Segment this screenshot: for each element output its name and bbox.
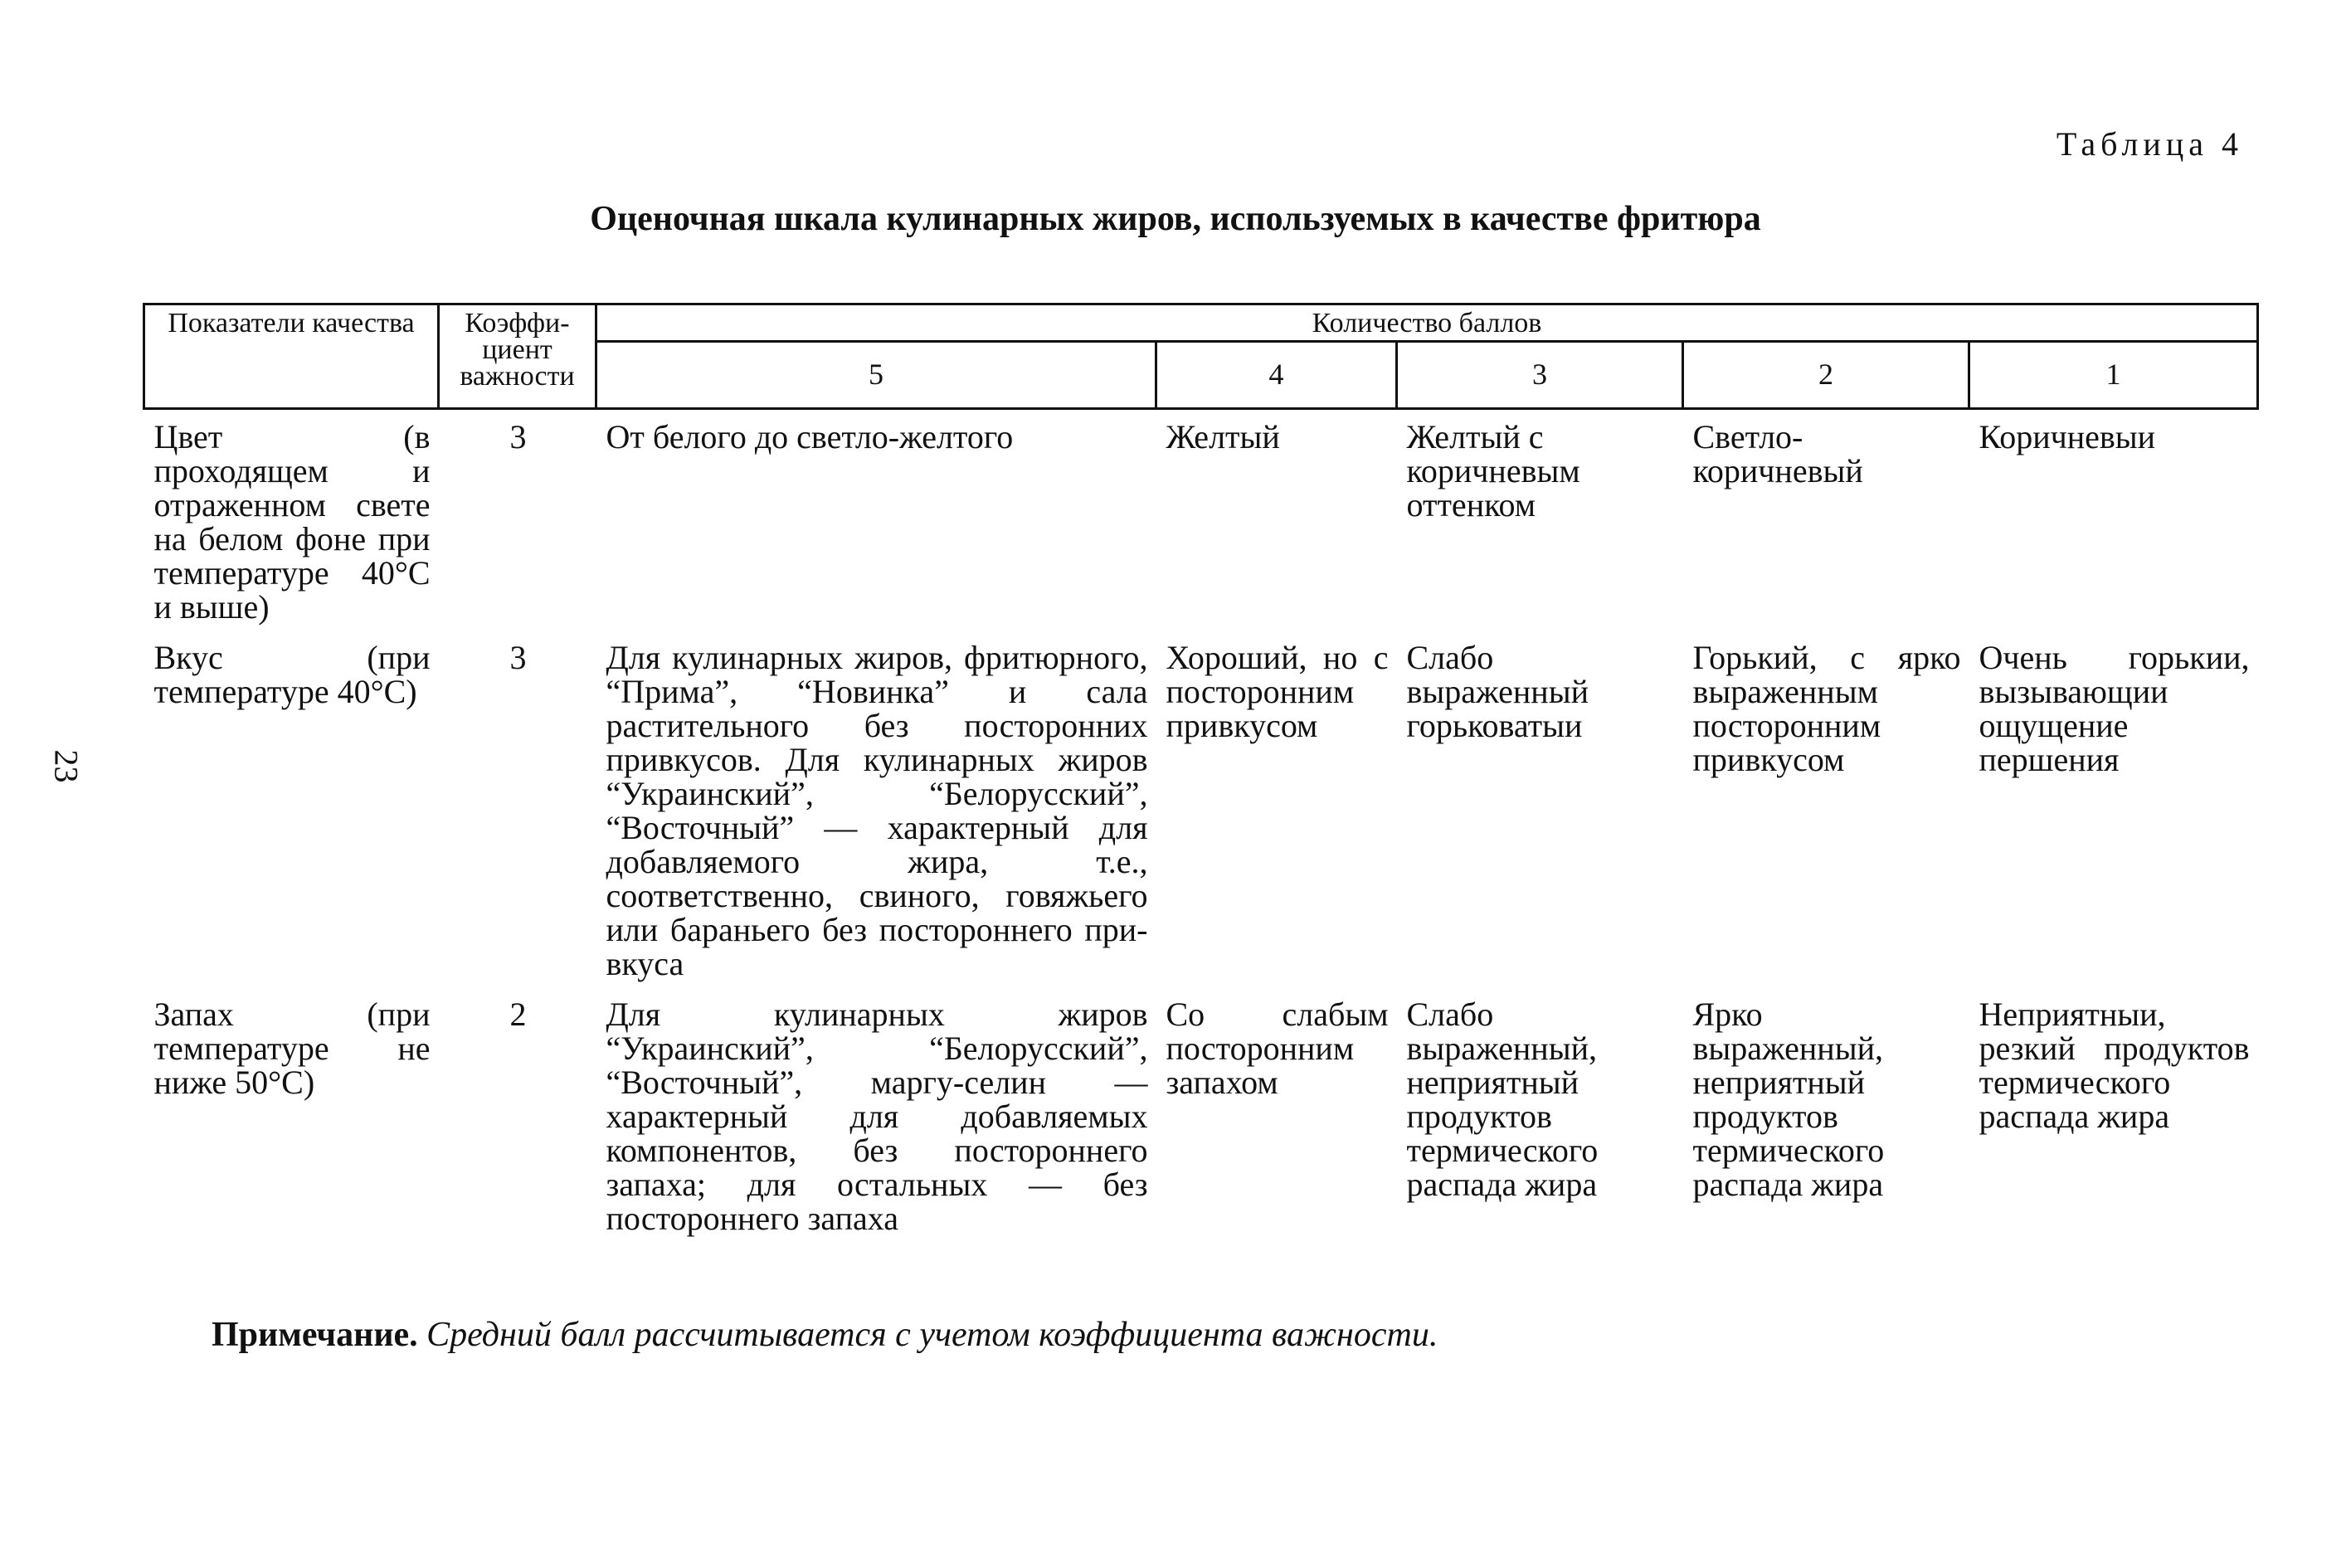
score-3: Слабо выраженный горьковатыи [1406,639,1589,744]
row-coefficient: 3 [509,418,527,455]
table-label: Таблица 4 [2056,125,2243,163]
score-1: Неприятныи, резкий продуктов термического распада жира [1979,996,2250,1135]
row-indicator: Цвет (в проходящем и отраженном свете на белом фоне при температуре 40°С и выше) [153,418,431,626]
table-row-smell [144,986,2258,1240]
row-indicator: Запах (при температуре не ниже 50°С) [153,996,431,1101]
score-5: От белого до светло-желтого [606,418,1014,455]
header-row [144,304,2258,342]
row-coefficient: 3 [509,639,527,676]
header-indicator: Показатели качества [144,304,439,409]
score-3: Слабо выраженный, неприятный продуктов термического распада жира [1406,996,1599,1203]
note-text: Средний балл рассчитывается с учетом коэффициента важности. [426,1316,1438,1354]
note-label: Примечание. [212,1316,418,1354]
score-1: Очень горькии, вызывающии ощущение першения [1979,639,2250,778]
header-points-5: 5 [596,342,1156,409]
score-4: Желтый [1166,418,1280,455]
footnote [212,1315,1438,1355]
score-3: Желтый с коричневым оттенком [1406,418,1580,523]
table-row-taste [144,629,2258,986]
header-coefficient: Коэффи-циент важности [439,304,596,409]
row-indicator: Вкус (при температуре 40°С) [153,639,431,710]
score-5: Для кулинарных жиров, фритюрного, “Прима”, “Новинка” и сала растительного без посторонних привкусов. Для кулинарных жиров “Украинский”, “Белорусский”, “Восточный” — характерный для добавляемого жира, т.е., соответственно, свиного, говяжьего или бараньего без постороннего при-вкуса [606,639,1148,982]
score-1: Коричневыи [1979,418,2156,455]
table-row-color [144,409,2258,630]
score-4: Хороший, но с посторонним привкусом [1166,639,1389,744]
score-5: Для кулинарных жиров “Украинский”, “Белорусский”, “Восточный”, маргу-селин — характерный для добавляемых компонентов, без постороннего запаха; для остальных — без постороннего запаха [606,996,1148,1237]
header-points-group: Количество баллов [596,304,2258,342]
score-2: Светло-коричневый [1692,418,1863,489]
header-points-4: 4 [1156,342,1397,409]
row-coefficient: 2 [509,996,527,1033]
header-points-3: 3 [1397,342,1683,409]
header-points-1: 1 [1969,342,2258,409]
header-points-2: 2 [1683,342,1969,409]
score-2: Горький, с ярко выраженным посторонним привкусом [1692,639,1961,778]
page-title: Оценочная шкала кулинарных жиров, используемых в качестве фритюра [590,200,1761,238]
page-number: 23 [47,749,85,783]
evaluation-scale-table [143,303,2259,1240]
score-4: Со слабым посторонним запахом [1166,996,1389,1101]
score-2: Ярко выраженный, неприятный продуктов термического распада жира [1692,996,1885,1203]
